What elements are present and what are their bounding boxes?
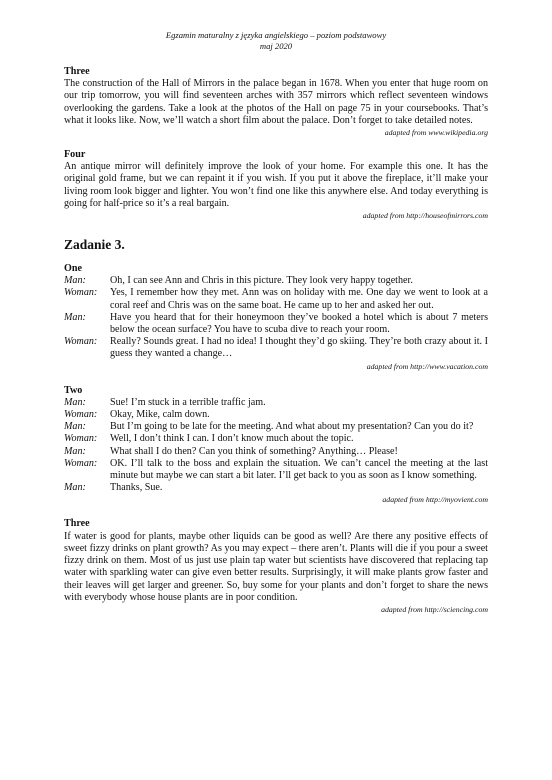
section-four-title: Four [64, 149, 86, 161]
header-date: maj 2020 [259, 41, 293, 51]
utterance: Okay, Mike, calm down. [110, 409, 210, 421]
section-four-source: adapted from http://houseofmirrors.com [362, 211, 488, 221]
dialog-line [64, 458, 488, 482]
speaker-label: Woman: [64, 336, 98, 348]
dialog-line [64, 433, 488, 445]
utterance: What shall I do then? Can you think of something? Anything… Please! [110, 445, 398, 457]
speaker-label: Man: [64, 275, 86, 287]
dialog-one-title: One [64, 263, 82, 275]
dialog-line [64, 421, 488, 433]
dialog-line [64, 312, 488, 336]
section-four-text: An antique mirror will definitely improve the look of your home. For example this one. It has the original gold frame, but we can repaint it if you wish. If you put it above the fireplace, it’ll make your living room look bigger and lighter. You won’t find one like this anywhere else. And today everything is going for half-price so it’s a real bargain. [64, 161, 488, 209]
dialog-line [64, 287, 488, 311]
dialog-line [64, 446, 488, 458]
utterance: Well, I don’t think I can. I don’t know much about the topic. [110, 433, 354, 445]
dialog-line [64, 482, 488, 494]
speaker-label: Woman: [64, 287, 98, 299]
dialog-line [64, 336, 488, 360]
speaker-label: Man: [64, 396, 86, 408]
speaker-label: Man: [64, 311, 86, 323]
utterance: Yes, I remember how they met. Ann was on holiday with me. One day we went to look at a coral reef and Chris was on the same boat. He came up to her and asked her out. [110, 287, 488, 311]
speaker-label: Man: [64, 445, 86, 457]
utterance: Thanks, Sue. [110, 482, 163, 494]
header-exam-title: Egzamin maturalny z języka angielskiego – poziom podstawowy [165, 30, 387, 40]
utterance: But I’m going to be late for the meeting. And what about my presentation? Can you do it? [110, 421, 474, 433]
speaker-label: Man: [64, 421, 86, 433]
utterance: Really? Sounds great. I had no idea! I thought they’d go skiing. They’re both crazy about it. I guess they wanted a change… [110, 336, 488, 360]
dialog-one [64, 275, 488, 360]
section-three-text: The construction of the Hall of Mirrors in the palace began in 1678. When you enter that huge room on our trip tomorrow, you will find seventeen arches with 357 mirrors which reflect seventeen windows overlooking the gardens. Take a look at the photos of the Hall on page 75 in your coursebooks. That’s what it looks like. Now, we’ll watch a short film about the palace. Don’t forget to take detailed notes. [64, 78, 488, 126]
section-three-source: adapted from www.wikipedia.org [384, 128, 488, 138]
dialog-two-title: Two [64, 384, 83, 396]
speaker-label: Woman: [64, 433, 98, 445]
text-three-body: If water is good for plants, maybe other liquids can be good as well? Are there any positive effects of sweet fizzy drinks on plant growth? As you may expect – there aren’t. Plants will die if you pour a sweet fizzy drink on them. Most of us just use plain tap water but scientists have discovered that replacing tap water with sparkling water can give even better results. Surprisingly, it will make plants grow faster and their leaves will get larger and greener. So, buy some for your plants and don’t forget to share the news with everybody whose house plants are in poor condition. [64, 530, 488, 603]
dialog-line [64, 397, 488, 409]
page-content [64, 66, 488, 615]
dialog-line [64, 275, 488, 287]
speaker-label: Woman: [64, 409, 98, 421]
dialog-two [64, 397, 488, 495]
section-three-title: Three [64, 66, 90, 77]
text-three-title: Three [64, 518, 90, 530]
speaker-label: Woman: [64, 457, 98, 469]
text-three-source: adapted from http://sciencing.com [381, 604, 488, 614]
task-3-title: Zadanie 3. [64, 237, 125, 253]
dialog-line [64, 409, 488, 421]
dialog-one-source: adapted from http://www.vacation.com [366, 361, 488, 371]
dialog-two-source: adapted from http://myovient.com [382, 495, 488, 505]
utterance: Sue! I’m stuck in a terrible traffic jam. [110, 396, 266, 408]
speaker-label: Man: [64, 482, 86, 494]
utterance: OK. I’ll talk to the boss and explain the situation. We can’t cancel the meeting at the last minute but maybe we can start a bit later. I’ll get back to you as soon as I know something. [110, 457, 488, 482]
utterance: Have you heard that for their honeymoon they’ve booked a hotel which is about 7 meters below the ocean surface? You have to scuba dive to reach your room. [110, 311, 488, 336]
utterance: Oh, I can see Ann and Chris in this picture. They look very happy together. [110, 275, 413, 287]
